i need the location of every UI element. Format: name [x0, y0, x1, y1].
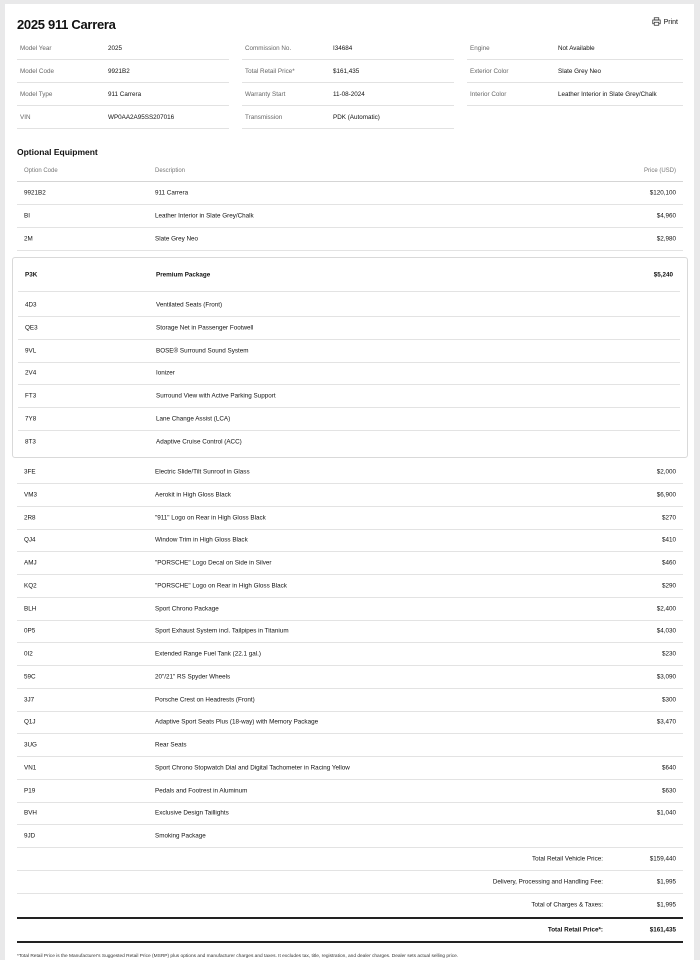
total-label: Delivery, Processing and Handling Fee:: [492, 878, 603, 886]
option-price: $640: [661, 764, 676, 772]
spec-value: I34684: [333, 44, 353, 52]
option-code: BLH: [24, 605, 37, 612]
option-description: Pedals and Footrest in Aluminum: [155, 787, 248, 794]
option-description: Electric Slide/Tilt Sunroof in Glass: [155, 468, 250, 476]
option-code: 0P5: [24, 627, 36, 635]
option-description: 911 Carrera: [155, 189, 189, 197]
package-item-row: [18, 431, 680, 453]
spec-value: WP0AA2A95SS207016: [108, 113, 175, 121]
option-code: 9VL: [25, 347, 37, 355]
total-row: [17, 894, 683, 916]
option-description: Ventilated Seats (Front): [156, 301, 223, 309]
spec-label: Model Code: [20, 67, 54, 75]
spec-value: $161,435: [333, 67, 360, 75]
option-description: Storage Net in Passenger Footwell: [156, 324, 254, 332]
option-price: $3,090: [656, 673, 676, 681]
spec-label: Engine: [470, 44, 490, 52]
option-code: KQ2: [24, 582, 37, 590]
table-row: [17, 461, 683, 484]
table-row: [17, 484, 683, 507]
package-item-row: [18, 340, 680, 363]
table-row: [17, 689, 683, 712]
option-price: $300: [661, 696, 676, 703]
grand-total-value: $161,435: [649, 926, 676, 934]
option-description: Ionizer: [156, 369, 175, 377]
total-row: [17, 871, 683, 894]
spec-row: [17, 83, 229, 106]
package-item-row: [18, 385, 680, 408]
option-price: $270: [661, 514, 676, 521]
option-description: Sport Exhaust System incl. Tailpipes in Titanium: [155, 627, 289, 635]
option-code: Q1J: [24, 718, 36, 726]
spec-label: Interior Color: [470, 90, 507, 98]
page-title: 2025 911 Carrera: [17, 17, 116, 32]
print-label: Print: [663, 19, 678, 26]
option-code: AMJ: [24, 559, 37, 567]
option-description: Lane Change Assist (LCA): [156, 415, 231, 423]
equipment-table-header: [17, 161, 683, 182]
option-code: 3J7: [24, 696, 35, 703]
spec-value: 911 Carrera: [108, 90, 142, 98]
option-code: QJ4: [24, 536, 36, 544]
spec-label: Transmission: [245, 113, 283, 121]
table-row: [17, 802, 683, 825]
total-value: $1,995: [656, 901, 676, 909]
table-row: [17, 711, 683, 734]
spec-row: [242, 106, 454, 129]
option-code: 2M: [24, 235, 33, 243]
option-price: $3,470: [656, 718, 676, 726]
option-description: "PORSCHE" Logo Decal on Side in Silver: [155, 559, 272, 567]
table-row: [17, 666, 683, 689]
print-button[interactable]: [652, 17, 678, 28]
total-label: Total of Charges & Taxes:: [531, 901, 603, 909]
option-code: 8T3: [25, 438, 36, 446]
table-row: [17, 205, 683, 228]
option-code: P19: [24, 787, 36, 794]
table-row: [17, 780, 683, 803]
package-row: [18, 258, 680, 292]
option-code: 2R8: [24, 514, 36, 521]
spec-sheet-page: [5, 4, 694, 960]
package-item-row: [18, 294, 680, 317]
option-price: $6,900: [656, 491, 676, 499]
package-item-row: [18, 362, 680, 385]
total-value: $1,995: [656, 878, 676, 886]
option-price: $290: [661, 582, 676, 590]
option-description: Porsche Crest on Headrests (Front): [155, 696, 255, 703]
option-code: 3FE: [24, 468, 36, 476]
option-price: $460: [661, 559, 676, 567]
package-price: $5,240: [653, 271, 673, 278]
table-row: [17, 228, 683, 251]
option-code: 9JD: [24, 832, 36, 840]
spec-value: PDK (Automatic): [333, 113, 380, 121]
option-description: BOSE® Surround Sound System: [156, 347, 249, 355]
option-price: $4,030: [656, 627, 676, 635]
package-item-row: [18, 317, 680, 340]
spec-row: [17, 60, 229, 83]
table-row: [17, 507, 683, 530]
option-code: BVH: [24, 809, 37, 817]
spec-row: [242, 60, 454, 83]
option-description: Slate Grey Neo: [155, 235, 199, 243]
spec-row: [467, 60, 683, 83]
option-price: $1,040: [656, 809, 676, 817]
spec-label: Exterior Color: [470, 67, 509, 75]
table-row: [17, 182, 683, 205]
header-description: Description: [155, 168, 186, 174]
table-row: [17, 734, 683, 757]
table-row: [17, 575, 683, 598]
table-row: [17, 598, 683, 621]
table-row: [17, 529, 683, 552]
total-row: [17, 848, 683, 871]
option-code: 7Y8: [25, 415, 37, 423]
option-description: Adaptive Sport Seats Plus (18-way) with Memory Package: [155, 718, 319, 726]
option-description: 20"/21" RS Spyder Wheels: [155, 673, 231, 681]
footnote: *Total Retail Price is the Manufacturer's Suggested Retail Price (MSRP) plus options and manufacturer charges and taxes. It excludes tax, title, registration, and dealer charges. Dealer sets actual selling price.: [17, 954, 459, 959]
option-description: Smoking Package: [155, 832, 206, 840]
total-value: $159,440: [649, 855, 676, 863]
option-code: VN1: [24, 764, 37, 772]
table-row: [17, 757, 683, 780]
option-price: $120,100: [649, 189, 676, 197]
option-description: Adaptive Cruise Control (ACC): [156, 438, 242, 446]
spec-label: Commission No.: [245, 44, 292, 52]
option-description: Exclusive Design Taillights: [155, 809, 229, 817]
option-code: BI: [24, 212, 30, 220]
option-description: "PORSCHE" Logo on Rear in High Gloss Black: [155, 582, 287, 590]
spec-value: Leather Interior in Slate Grey/Chalk: [558, 90, 657, 98]
table-row: [17, 825, 683, 848]
option-description: Sport Chrono Package: [155, 605, 219, 612]
premium-package-group: [12, 257, 688, 458]
printer-icon: [652, 17, 661, 28]
spec-value: 11-08-2024: [333, 90, 365, 98]
package-item-row: [18, 408, 680, 431]
option-description: Surround View with Active Parking Support: [156, 392, 276, 400]
spec-label: Model Year: [20, 44, 52, 52]
option-code: 4D3: [25, 301, 37, 309]
option-description: Aerokit in High Gloss Black: [155, 491, 231, 499]
grand-total-label: Total Retail Price*:: [547, 926, 603, 934]
option-code: QE3: [25, 324, 38, 332]
spec-value: 9921B2: [108, 67, 130, 75]
spec-label: Warranty Start: [245, 90, 286, 98]
spec-value: 2025: [108, 44, 123, 52]
spec-row: [17, 106, 229, 129]
option-code: FT3: [25, 392, 37, 400]
option-code: 0I2: [24, 650, 33, 658]
total-label: Total Retail Vehicle Price:: [531, 855, 603, 863]
option-price: $410: [661, 536, 676, 544]
option-description: "911" Logo on Rear in High Gloss Black: [155, 514, 266, 521]
option-code: 59C: [24, 673, 36, 681]
option-description: Leather Interior in Slate Grey/Chalk: [155, 212, 254, 220]
spec-value: Not Available: [558, 44, 595, 52]
header-price: Price (USD): [643, 168, 676, 174]
option-description: Window Trim in High Gloss Black: [155, 536, 248, 544]
spec-row: [242, 83, 454, 106]
spec-label: Model Type: [20, 90, 53, 98]
table-row: [17, 643, 683, 666]
option-code: 3UG: [24, 741, 37, 749]
spec-row: [467, 37, 683, 60]
table-row: [17, 620, 683, 643]
grand-total-row: [17, 917, 683, 943]
option-code: 2V4: [25, 369, 37, 377]
package-description: Premium Package: [156, 271, 211, 278]
option-price: $230: [661, 650, 676, 658]
header-option-code: Option Code: [24, 168, 58, 174]
option-description: Extended Range Fuel Tank (22.1 gal.): [155, 650, 261, 658]
spec-row: [467, 83, 683, 106]
option-price: $2,000: [656, 468, 676, 476]
option-code: VM3: [24, 491, 37, 499]
option-description: Sport Chrono Stopwatch Dial and Digital Tachometer in Racing Yellow: [155, 764, 350, 772]
spec-label: Total Retail Price*: [245, 67, 295, 75]
spec-value: Slate Grey Neo: [558, 67, 602, 75]
optional-equipment-title: Optional Equipment: [17, 147, 98, 157]
table-row: [17, 552, 683, 575]
option-price: $630: [661, 787, 676, 794]
option-price: $2,400: [656, 605, 676, 612]
option-description: Rear Seats: [155, 741, 187, 749]
spec-row: [17, 37, 229, 60]
spec-row: [242, 37, 454, 60]
option-code: 9921B2: [24, 189, 46, 197]
spec-label: VIN: [20, 113, 31, 121]
option-price: $4,960: [656, 212, 676, 220]
package-code: P3K: [25, 271, 38, 278]
option-price: $2,980: [656, 235, 676, 243]
